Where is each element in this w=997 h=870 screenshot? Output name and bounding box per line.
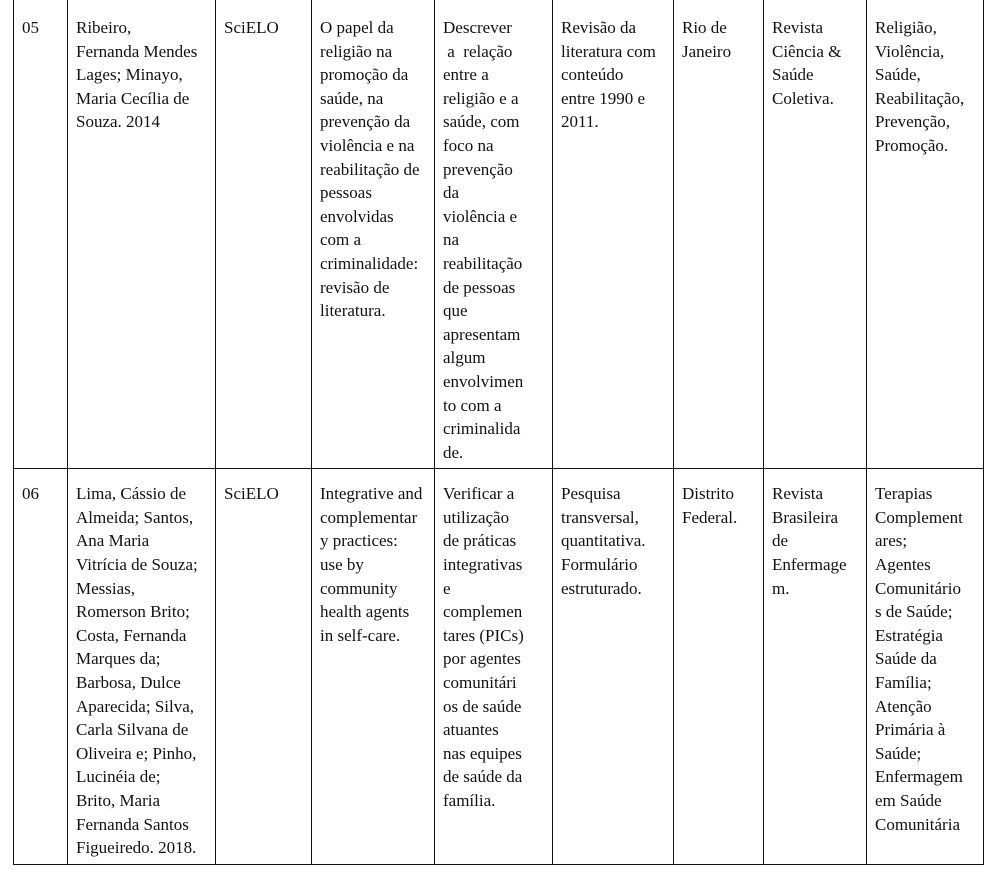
title-cell <box>312 0 435 469</box>
row-number: 05 <box>22 18 39 37</box>
authors-text: Lima, Cássio de Almeida; Santos, Ana Maria Vitrícia de Souza; Messias, Romerson Brito; Costa, Fernanda Marques da; Barbosa, Dulce Aparecida; Silva, Carla Silvana de Oliveira e; Pinho, Lucinéia de; Brito, Maria Fernanda Santos Figueiredo. 2018. <box>76 484 198 858</box>
journal-cell <box>764 469 867 865</box>
keywords-cell <box>867 469 984 865</box>
keywords-text: Religião, Violência, Saúde, Reabilitação, Prevenção, Promoção. <box>875 18 965 155</box>
method-cell <box>553 0 674 469</box>
location-text: Distrito Federal. <box>682 484 738 527</box>
method-text: Pesquisa transversal, quantitativa. Formulário estruturado. <box>561 484 646 598</box>
objective-cell <box>435 469 553 865</box>
journal-text: Revista Brasileira de Enfermage m. <box>772 484 847 598</box>
objective-text: Verificar a utilização de práticas integrativas e complemen tares (PICs) por agentes comunitári os de saúde atuantes nas equipes de saúde da família. <box>443 484 524 810</box>
location-cell <box>674 469 764 865</box>
row-number-cell <box>14 469 68 865</box>
method-cell <box>553 469 674 865</box>
location-text: Rio de Janeiro <box>682 18 732 61</box>
literature-review-table <box>13 0 984 865</box>
authors-cell <box>68 469 216 865</box>
database-cell <box>216 0 312 469</box>
title-text: Integrative and complementar y practices: use by community health agents in self-care. <box>320 484 423 645</box>
table-row <box>14 0 984 469</box>
keywords-text: Terapias Complement ares; Agentes Comunitário s de Saúde; Estratégia Saúde da Família; Atenção Primária à Saúde; Enfermagem em Saúde Comunitária <box>875 484 963 834</box>
location-cell <box>674 0 764 469</box>
objective-text: Descrever a relação entre a religião e a saúde, com foco na prevenção da violência e na reabilitação de pessoas que apresentam algum envolvimen to com a criminalida de. <box>443 18 524 462</box>
journal-cell <box>764 0 867 469</box>
keywords-cell <box>867 0 984 469</box>
authors-cell <box>68 0 216 469</box>
table-row <box>14 469 984 865</box>
objective-cell <box>435 0 553 469</box>
row-number: 06 <box>22 484 39 504</box>
row-number-cell <box>14 0 68 469</box>
journal-text: Revista Ciência & Saúde Coletiva. <box>772 18 842 108</box>
title-text: O papel da religião na promoção da saúde, na prevenção da violência e na reabilitação de pessoas envolvidas com a criminalidade: revisão de literatura. <box>320 18 420 321</box>
title-cell <box>312 469 435 865</box>
method-text: Revisão da literatura com conteúdo entre 1990 e 2011. <box>561 18 656 132</box>
authors-text: Ribeiro, Fernanda Mendes Lages; Minayo, Maria Cecília de Souza. 2014 <box>76 18 198 132</box>
database-text: SciELO <box>224 18 279 37</box>
database-cell <box>216 469 312 865</box>
database-text: SciELO <box>224 484 279 504</box>
